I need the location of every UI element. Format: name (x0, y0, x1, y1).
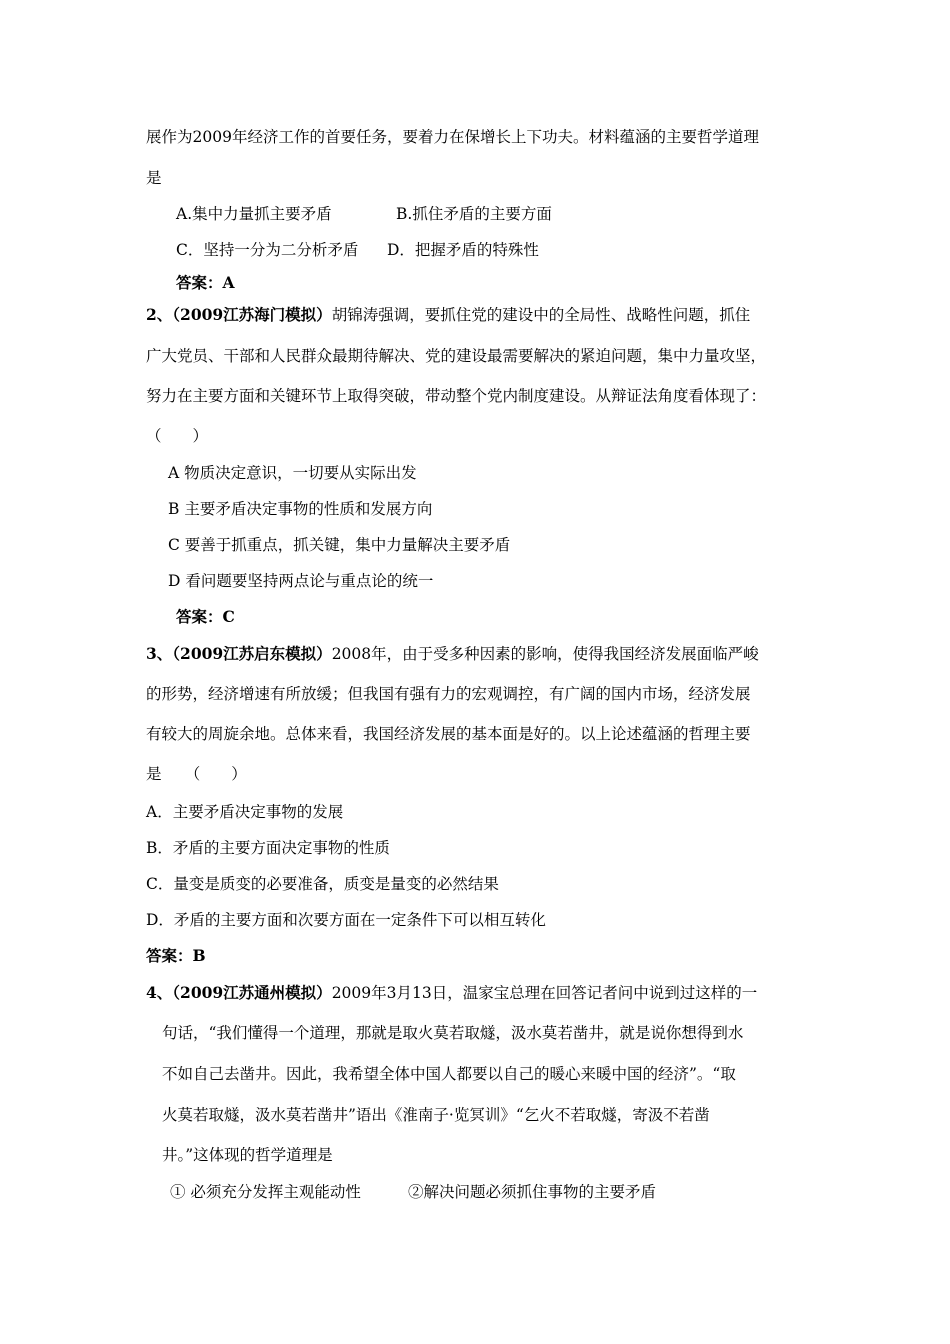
q3-text-line-2: 的形势，经济增速有所放缓；但我国有强有力的宏观调控，有广阔的国内市场，经济发展 (146, 685, 751, 703)
q1-option-d: D．把握矛盾的特殊性 (387, 241, 539, 259)
q2-text-line-1: 胡锦涛强调，要抓住党的建设中的全局性、战略性问题，抓住 (331, 306, 751, 324)
q3-text-line-1: 2008年，由于受多种因素的影响，使得我国经济发展面临严峻 (331, 645, 759, 663)
q4-text-line-5: 井。”这体现的哲学道理是 (162, 1146, 333, 1164)
q4-option-2: ②解决问题必须抓住事物的主要矛盾 (408, 1183, 657, 1201)
q2-blank: （ ） (146, 427, 209, 445)
q3-source: （2009江苏启东模拟） (172, 644, 332, 663)
q4-text-line-2: 句话，“我们懂得一个道理，那就是取火莫若取燧，汲水莫若凿井，就是说你想得到水 (162, 1024, 744, 1042)
q3-option-a: A．主要矛盾决定事物的发展 (146, 803, 344, 821)
q2-option-b: B 主要矛盾决定事物的性质和发展方向 (168, 500, 433, 518)
q3-option-c: C．量变是质变的必要准备，质变是量变的必然结果 (146, 875, 499, 893)
q4-option-1: ① 必须充分发挥主观能动性 (170, 1183, 361, 1201)
q1-text-line-2: 是 (146, 169, 162, 187)
q3-option-d: D．矛盾的主要方面和次要方面在一定条件下可以相互转化 (146, 911, 546, 929)
q4-text-line-3: 不如自己去凿井。因此，我希望全体中国人都要以自己的暖心来暖中国的经济”。“取 (162, 1065, 736, 1083)
q3-number: 3、 (146, 644, 173, 663)
q1-text-line-1: 展作为2009年经济工作的首要任务，要着力在保增长上下功夫。材料蕴涵的主要哲学道理 (146, 128, 759, 146)
q2-source: （2009江苏海门模拟） (172, 305, 332, 324)
q2-option-c: C 要善于抓重点，抓关键，集中力量解决主要矛盾 (168, 536, 511, 554)
q4-text-line-4: 火莫若取燧，汲水莫若凿井”语出《淮南子·览冥训》“乞火不若取燧，寄汲不若凿 (162, 1106, 710, 1124)
q1-option-c: C．坚持一分为二分析矛盾 (176, 241, 359, 259)
q2-first-line (146, 305, 750, 325)
q1-option-b: B.抓住矛盾的主要方面 (396, 205, 552, 223)
q4-number: 4、 (146, 983, 173, 1002)
q2-answer: 答案：C (176, 607, 235, 626)
q3-option-b: B．矛盾的主要方面决定事物的性质 (146, 839, 390, 857)
q2-text-line-3: 努力在主要方面和关键环节上取得突破，带动整个党内制度建设。从辩证法角度看体现了： (146, 387, 767, 405)
q1-option-a: A.集中力量抓主要矛盾 (176, 205, 332, 223)
q3-text-line-4: 是 （ ） (146, 765, 247, 783)
q4-text-line-1: 2009年3月13日，温家宝总理在回答记者问中说到过这样的一 (331, 984, 758, 1002)
q1-answer: 答案：A (176, 273, 235, 292)
q2-number: 2、 (146, 305, 173, 324)
q2-option-a: A 物质决定意识，一切要从实际出发 (168, 464, 417, 482)
q3-first-line (146, 644, 759, 664)
q2-text-line-2: 广大党员、干部和人民群众最期待解决、党的建设最需要解决的紧迫问题，集中力量攻坚， (146, 347, 767, 365)
q3-text-line-3: 有较大的周旋余地。总体来看，我国经济发展的基本面是好的。以上论述蕴涵的哲理主要 (146, 725, 751, 743)
q4-source: （2009江苏通州模拟） (172, 983, 332, 1002)
q4-first-line (146, 983, 757, 1003)
q3-answer: 答案：B (146, 946, 206, 965)
q2-option-d: D 看问题要坚持两点论与重点论的统一 (168, 572, 434, 590)
